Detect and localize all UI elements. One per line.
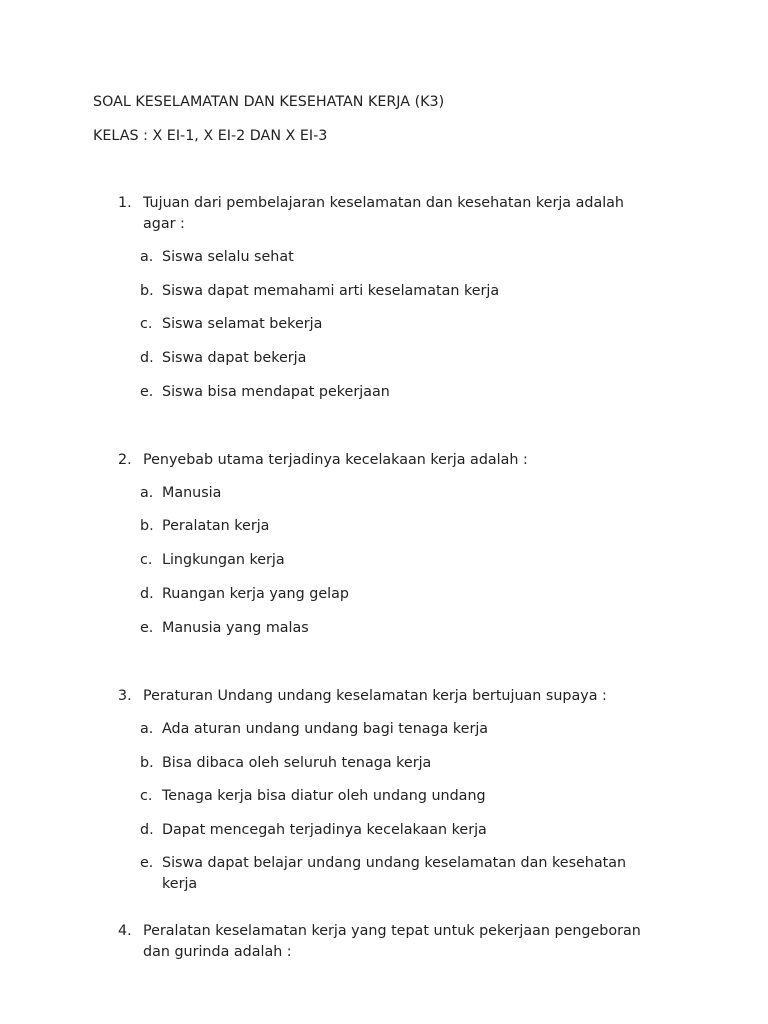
option-text: Ruangan kerja yang gelap [162,586,349,602]
option-text: Manusia [162,485,222,501]
option-text: Siswa dapat bekerja [162,350,307,366]
question-number: 2. [118,452,132,468]
question-text: agar : [143,216,185,232]
option-text: Lingkungan kerja [162,552,285,568]
question-number: 3. [118,688,132,704]
question-number: 1. [118,195,132,211]
question-text: dan gurinda adalah : [143,944,292,960]
option-letter: c. [140,316,153,332]
question-text: Peraturan Undang undang keselamatan kerja bertujuan supaya : [143,688,607,704]
option-letter: b. [140,518,154,534]
option-text: kerja [162,876,198,892]
option-text: Manusia yang malas [162,620,309,636]
option-text: Dapat mencegah terjadinya kecelakaan kerja [162,822,487,838]
option-letter: a. [140,249,154,265]
option-letter: a. [140,485,154,501]
option-letter: d. [140,822,154,838]
option-text: Siswa selalu sehat [162,249,294,265]
option-letter: d. [140,586,154,602]
option-letter: b. [140,755,154,771]
option-text: Siswa selamat bekerja [162,316,323,332]
question-number: 4. [118,923,132,939]
option-letter: e. [140,855,154,871]
question-text: Penyebab utama terjadinya kecelakaan kerja adalah : [143,452,528,468]
question-text: Tujuan dari pembelajaran keselamatan dan kesehatan kerja adalah [143,195,624,211]
option-letter: c. [140,552,153,568]
option-letter: d. [140,350,154,366]
option-text: Siswa dapat memahami arti keselamatan kerja [162,283,500,299]
option-text: Bisa dibaca oleh seluruh tenaga kerja [162,755,432,771]
class-info: KELAS : X EI-1, X EI-2 DAN X EI-3 [93,128,328,144]
option-letter: c. [140,788,153,804]
option-text: Siswa dapat belajar undang undang keselamatan dan kesehatan [162,855,627,871]
question-text: Peralatan keselamatan kerja yang tepat untuk pekerjaan pengeboran [143,923,641,939]
option-letter: a. [140,721,154,737]
option-letter: e. [140,384,154,400]
document-title: SOAL KESELAMATAN DAN KESEHATAN KERJA (K3) [93,94,445,110]
option-text: Siswa bisa mendapat pekerjaan [162,384,390,400]
option-text: Ada aturan undang undang bagi tenaga kerja [162,721,489,737]
option-letter: e. [140,620,154,636]
option-text: Peralatan kerja [162,518,270,534]
option-letter: b. [140,283,154,299]
option-text: Tenaga kerja bisa diatur oleh undang undang [162,788,486,804]
